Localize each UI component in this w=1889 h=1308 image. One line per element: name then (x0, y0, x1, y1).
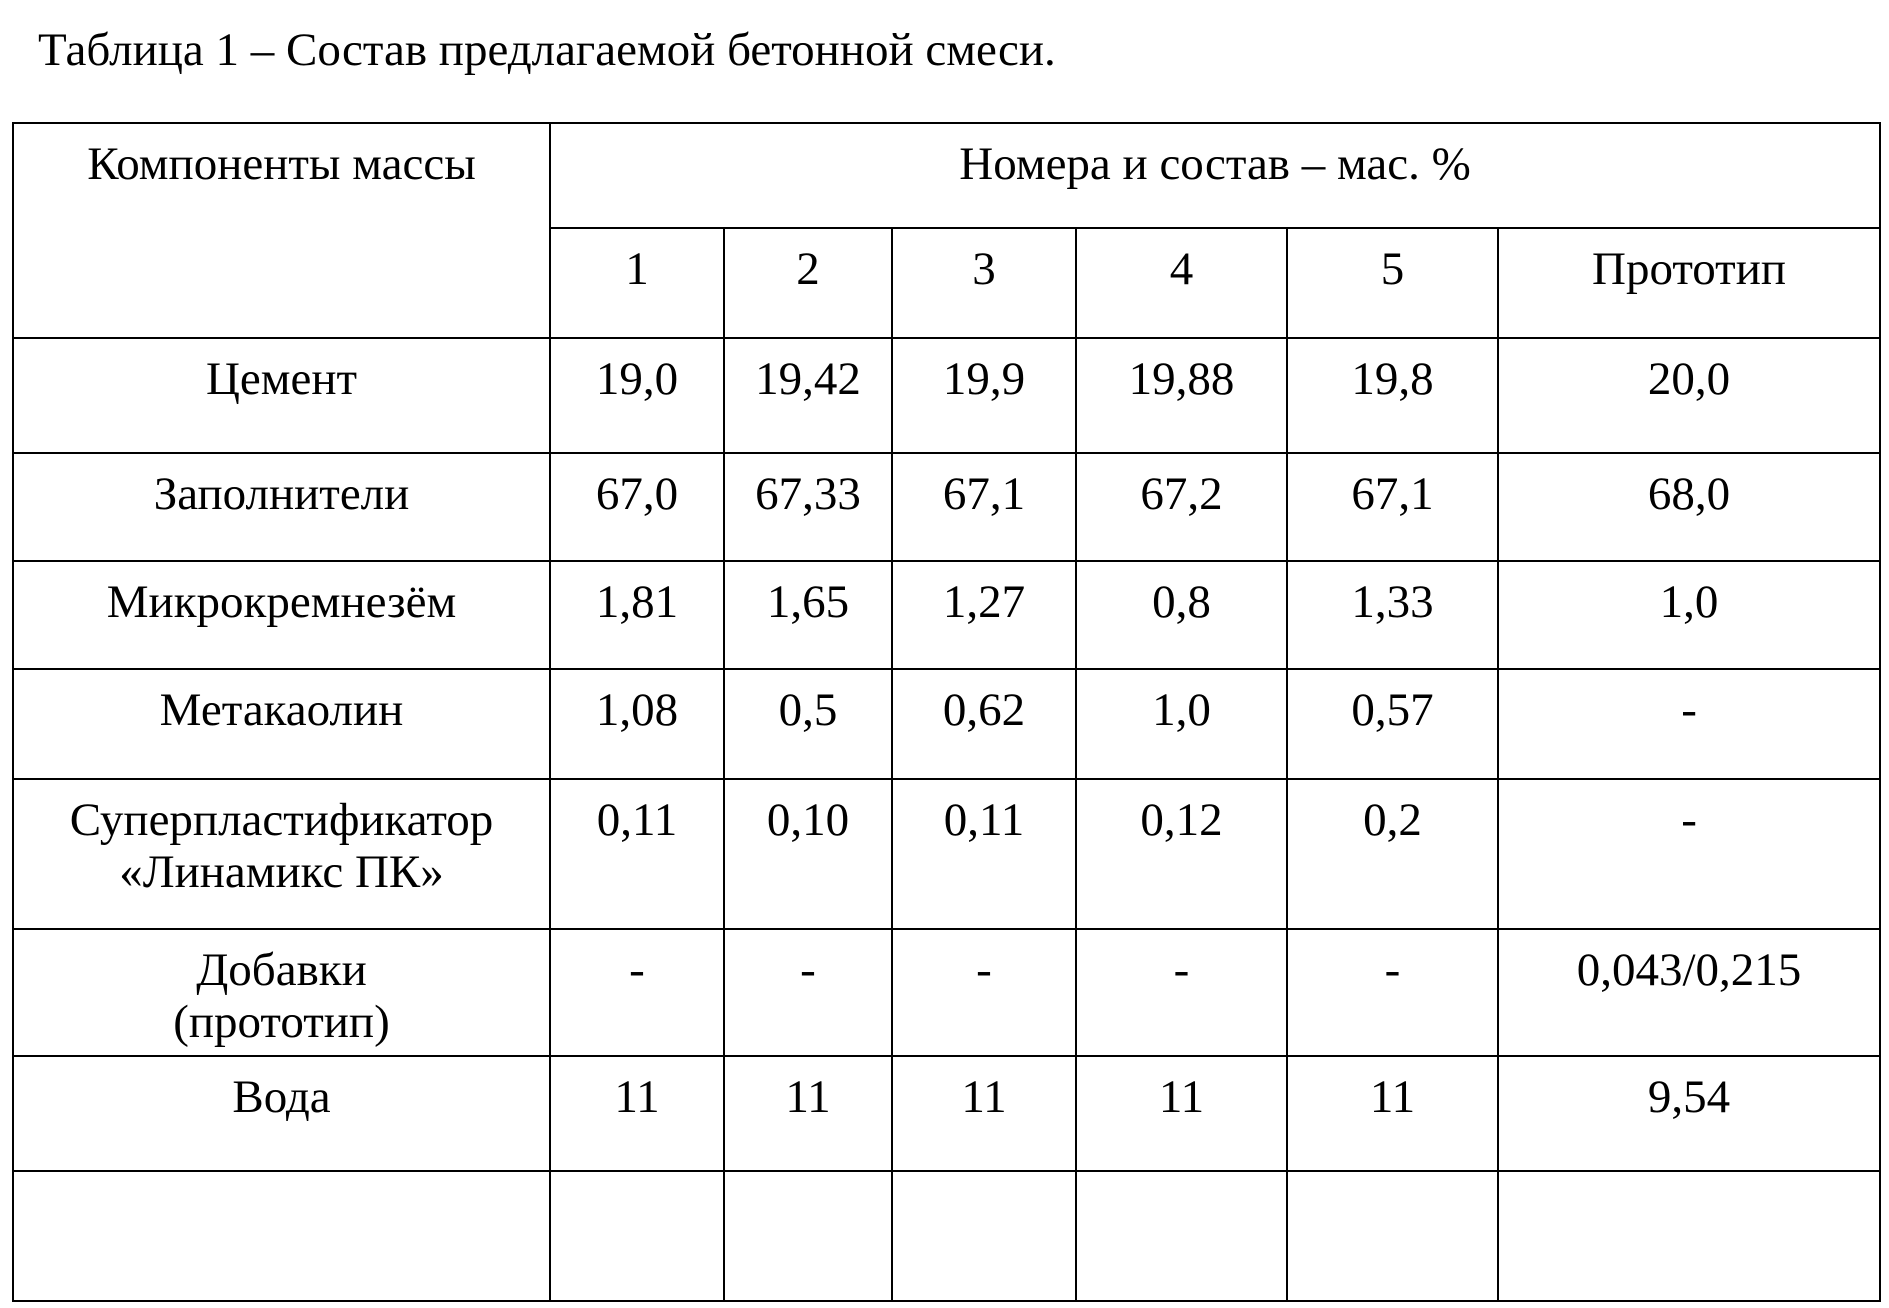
table-cell: - (1498, 779, 1880, 929)
table-row (13, 929, 1880, 1056)
column-header: 1 (550, 228, 724, 338)
table-cell: - (550, 929, 724, 1056)
table-cell: 1,08 (550, 669, 724, 779)
row-label-line: (прототип) (173, 996, 390, 1048)
table-cell: 0,57 (1287, 669, 1498, 779)
table-cell: 19,8 (1287, 338, 1498, 453)
table-row (13, 1056, 1880, 1171)
table-cell: 19,42 (724, 338, 892, 453)
table-caption: Таблица 1 – Состав предлагаемой бетонной смеси. (38, 24, 1056, 76)
table-cell: 0,11 (892, 779, 1076, 929)
table-cell: 11 (1076, 1056, 1287, 1171)
table-cell: 11 (550, 1056, 724, 1171)
empty-row (13, 1171, 1880, 1301)
table-cell: 19,9 (892, 338, 1076, 453)
table-cell: 1,65 (724, 561, 892, 669)
table-cell: 20,0 (1498, 338, 1880, 453)
table-row (13, 453, 1880, 561)
empty-cell (550, 1171, 724, 1301)
row-label: Заполнители (13, 453, 550, 561)
header-row (13, 123, 1880, 228)
table-cell: 67,0 (550, 453, 724, 561)
empty-cell (892, 1171, 1076, 1301)
column-header-prototype: Прототип (1498, 228, 1880, 338)
table-cell: 67,2 (1076, 453, 1287, 561)
column-header: 3 (892, 228, 1076, 338)
table-cell: 0,12 (1076, 779, 1287, 929)
table-cell: 11 (1287, 1056, 1498, 1171)
table-cell: 67,1 (892, 453, 1076, 561)
table-cell: 0,043/0,215 (1498, 929, 1880, 1056)
header-numbers-composition: Номера и состав – мас. % (550, 123, 1880, 228)
table-cell: - (1498, 669, 1880, 779)
row-label (13, 779, 550, 929)
column-header: 5 (1287, 228, 1498, 338)
table-cell: 19,88 (1076, 338, 1287, 453)
table-cell: 0,5 (724, 669, 892, 779)
table-cell: 68,0 (1498, 453, 1880, 561)
table-cell: 19,0 (550, 338, 724, 453)
table-cell: 11 (724, 1056, 892, 1171)
table-cell: 0,10 (724, 779, 892, 929)
table-cell: 0,11 (550, 779, 724, 929)
concrete-mix-table (12, 122, 1881, 1302)
table-row (13, 779, 1880, 929)
empty-cell (1076, 1171, 1287, 1301)
table-cell: 67,1 (1287, 453, 1498, 561)
empty-cell (724, 1171, 892, 1301)
table-cell: - (1287, 929, 1498, 1056)
table-cell: 1,33 (1287, 561, 1498, 669)
table-cell: 1,0 (1076, 669, 1287, 779)
table-cell: 9,54 (1498, 1056, 1880, 1171)
column-header: 2 (724, 228, 892, 338)
empty-cell (1287, 1171, 1498, 1301)
table-cell: - (892, 929, 1076, 1056)
table-cell: 11 (892, 1056, 1076, 1171)
row-label-line: Суперпластификатор (69, 794, 494, 846)
empty-cell (13, 1171, 550, 1301)
table-cell: 0,2 (1287, 779, 1498, 929)
table-cell: 67,33 (724, 453, 892, 561)
table-cell: - (724, 929, 892, 1056)
row-label: Вода (13, 1056, 550, 1171)
table-row (13, 338, 1880, 453)
table-cell: 1,81 (550, 561, 724, 669)
table-row (13, 561, 1880, 669)
row-label: Метакаолин (13, 669, 550, 779)
table-cell: 0,62 (892, 669, 1076, 779)
row-label: Микрокремнезём (13, 561, 550, 669)
table-row (13, 669, 1880, 779)
table-cell: - (1076, 929, 1287, 1056)
row-label: Цемент (13, 338, 550, 453)
table-cell: 0,8 (1076, 561, 1287, 669)
header-components: Компоненты массы (13, 123, 550, 338)
row-label-line: «Линамикс ПК» (119, 846, 444, 898)
table-cell: 1,27 (892, 561, 1076, 669)
table-cell: 1,0 (1498, 561, 1880, 669)
empty-cell (1498, 1171, 1880, 1301)
row-label-line: Добавки (196, 944, 367, 996)
column-header: 4 (1076, 228, 1287, 338)
row-label (13, 929, 550, 1056)
